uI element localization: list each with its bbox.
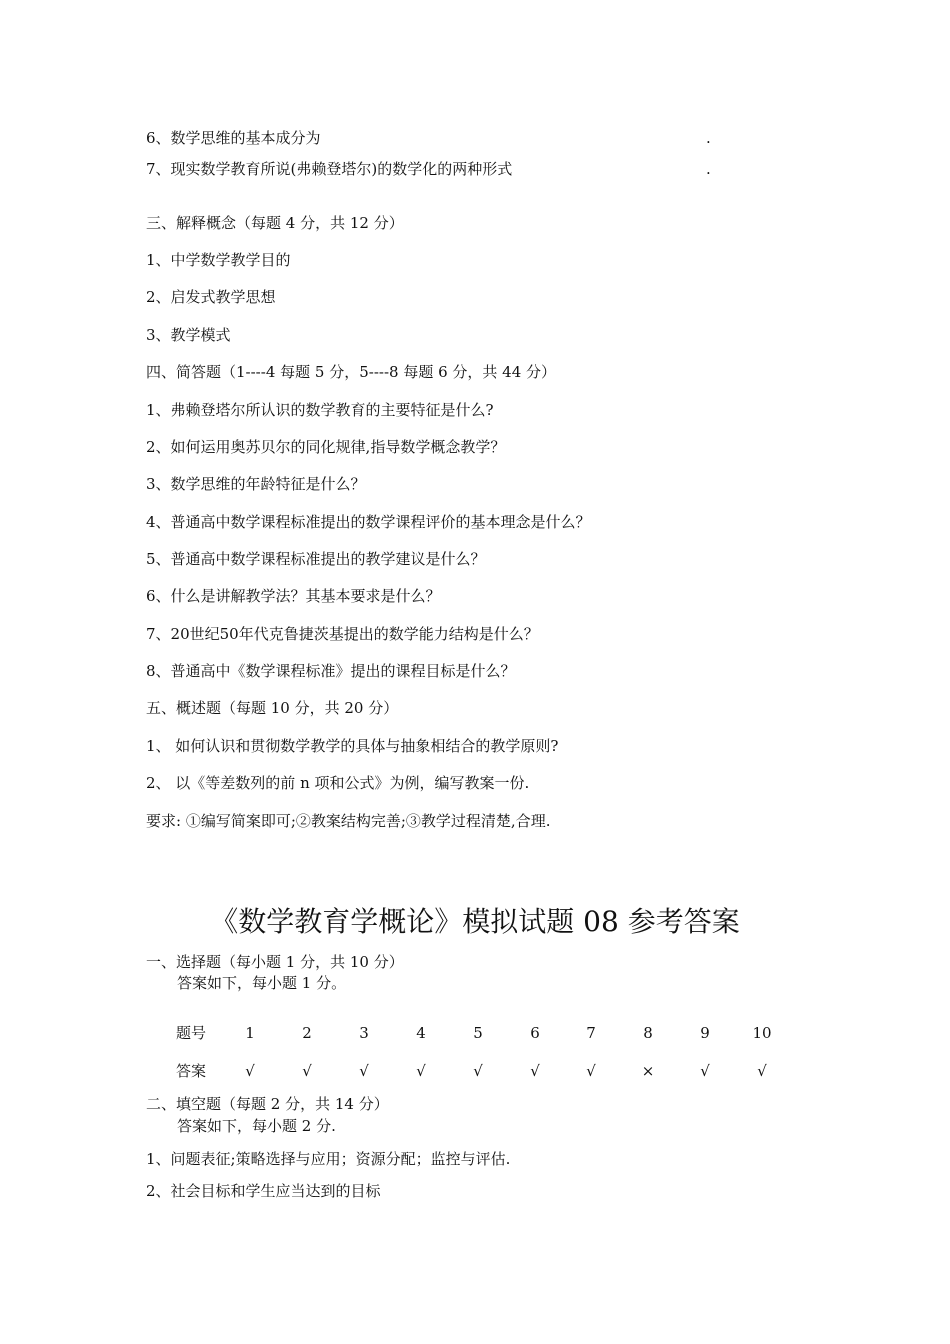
table-answer-cell: √ bbox=[700, 1062, 710, 1080]
section5-heading: 五、概述题（每题 10 分，共 20 分） bbox=[146, 699, 399, 717]
table-number-cell: 2 bbox=[302, 1024, 312, 1042]
table-answer-cell: √ bbox=[359, 1062, 369, 1080]
fill-question-6: 6、数学思维的基本成分为 bbox=[146, 129, 321, 147]
table-answer-cell: √ bbox=[530, 1062, 540, 1080]
fill-blank-end-7: . bbox=[706, 160, 711, 178]
section4-item-3: 3、数学思维的年龄特征是什么？ bbox=[146, 475, 366, 493]
section3-item-1: 1、中学数学教学目的 bbox=[146, 251, 291, 269]
answer-s2-heading: 二、填空题（每题 2 分，共 14 分） bbox=[146, 1095, 389, 1113]
table-answer-cell: √ bbox=[302, 1062, 312, 1080]
table-row-label-number: 题号 bbox=[176, 1024, 207, 1042]
section4-item-6: 6、什么是讲解教学法？其基本要求是什么？ bbox=[146, 587, 441, 605]
section4-item-4: 4、普通高中数学课程标准提出的数学课程评价的基本理念是什么？ bbox=[146, 513, 591, 531]
table-answer-cell: √ bbox=[473, 1062, 483, 1080]
table-number-cell: 1 bbox=[245, 1024, 255, 1042]
section3-heading: 三、解释概念（每题 4 分，共 12 分） bbox=[146, 214, 404, 232]
table-number-cell: 5 bbox=[473, 1024, 483, 1042]
section4-item-2: 2、如何运用奥苏贝尔的同化规律,指导数学概念教学？ bbox=[146, 438, 506, 456]
section4-item-7: 7、20世纪50年代克鲁捷茨基提出的数学能力结构是什么？ bbox=[146, 625, 539, 643]
answer-s2-note: 答案如下，每小题 2 分. bbox=[177, 1117, 336, 1135]
table-answer-cell: √ bbox=[586, 1062, 596, 1080]
section5-item-2: 2、 以《等差数列的前 n 项和公式》为例，编写教案一份. bbox=[146, 774, 530, 792]
table-number-cell: 4 bbox=[416, 1024, 426, 1042]
table-answer-cell: √ bbox=[416, 1062, 426, 1080]
table-number-cell: 10 bbox=[752, 1024, 772, 1042]
section4-item-5: 5、普通高中数学课程标准提出的教学建议是什么？ bbox=[146, 550, 486, 568]
section5-requirement: 要求: ①编写简案即可;②教案结构完善;③教学过程清楚,合理. bbox=[146, 812, 551, 830]
answer-s2-item-2: 2、社会目标和学生应当达到的目标 bbox=[146, 1182, 381, 1200]
section4-item-1: 1、弗赖登塔尔所认识的数学教育的主要特征是什么? bbox=[146, 401, 494, 419]
fill-blank-end-6: . bbox=[706, 129, 711, 147]
table-number-cell: 9 bbox=[700, 1024, 710, 1042]
table-row-label-answer: 答案 bbox=[176, 1062, 207, 1080]
table-answer-cell: √ bbox=[245, 1062, 255, 1080]
table-answer-cell: × bbox=[641, 1062, 655, 1080]
section5-item-1: 1、 如何认识和贯彻数学教学的具体与抽象相结合的教学原则? bbox=[146, 737, 559, 755]
fill-question-7: 7、现实数学教育所说(弗赖登塔尔)的数学化的两种形式 bbox=[146, 160, 513, 178]
table-number-cell: 8 bbox=[643, 1024, 653, 1042]
table-number-cell: 7 bbox=[586, 1024, 596, 1042]
answer-title: 《数学教育学概论》模拟试题 08 参考答案 bbox=[210, 905, 740, 938]
table-number-cell: 6 bbox=[530, 1024, 540, 1042]
answer-s1-heading: 一、选择题（每小题 1 分，共 10 分） bbox=[146, 953, 404, 971]
section4-item-8: 8、普通高中《数学课程标准》提出的课程目标是什么？ bbox=[146, 662, 516, 680]
answer-s2-item-1: 1、问题表征;策略选择与应用；资源分配；监控与评估. bbox=[146, 1150, 511, 1168]
section3-item-3: 3、教学模式 bbox=[146, 326, 231, 344]
table-answer-cell: √ bbox=[757, 1062, 767, 1080]
section3-item-2: 2、启发式教学思想 bbox=[146, 288, 276, 306]
answer-s1-note: 答案如下，每小题 1 分。 bbox=[177, 974, 347, 992]
section4-heading: 四、简答题（1----4 每题 5 分，5----8 每题 6 分，共 44 分） bbox=[146, 363, 557, 381]
table-number-cell: 3 bbox=[359, 1024, 369, 1042]
